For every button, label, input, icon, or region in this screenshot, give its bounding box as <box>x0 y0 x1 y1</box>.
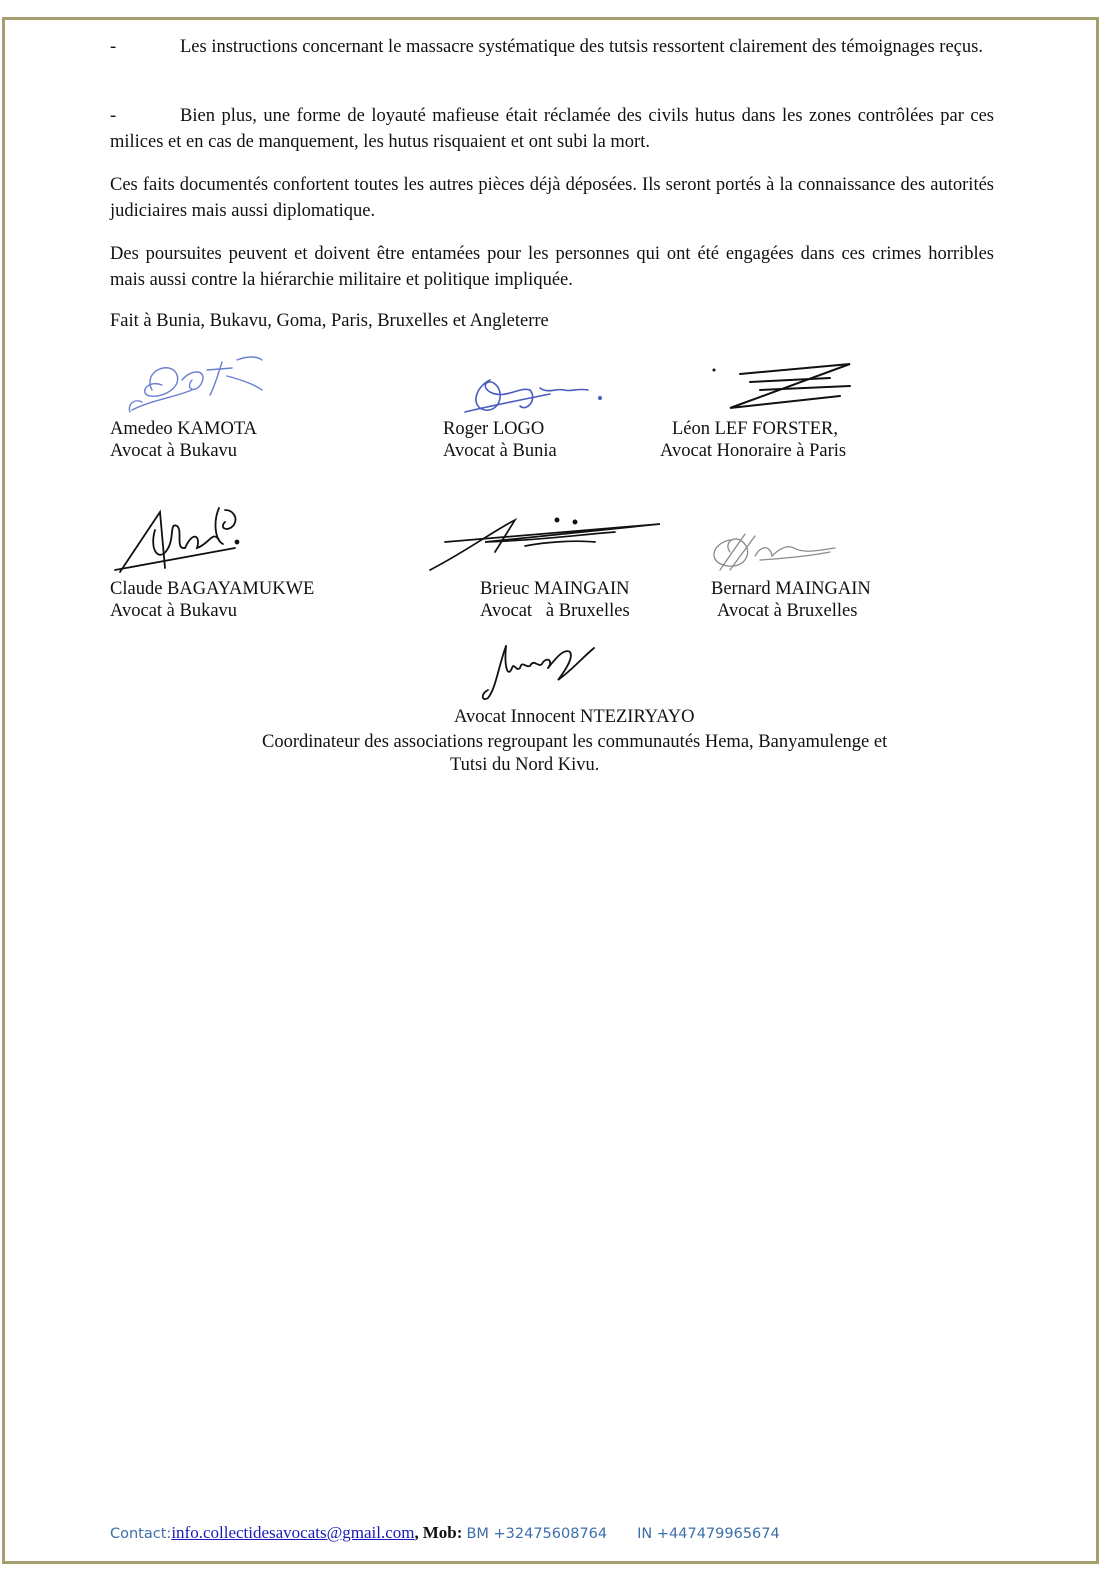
paragraph-text: Bien plus, une forme de loyauté mafieuse était réclamée des civils hutus dans les zones contrôlées par ces milices et en cas de manquement, les hutus risquaient et ont subi la mort. <box>110 106 994 152</box>
signature-forster <box>710 360 860 416</box>
bullet-dash: - <box>110 106 117 126</box>
coordinator-title-line2: Tutsi du Nord Kivu. <box>450 755 600 775</box>
signatory-role-kamota: Avocat à Bukavu <box>110 441 238 461</box>
signature-nteziryayo <box>478 638 598 704</box>
signatory-name-brieuc-maingain: Brieuc MAINGAIN <box>480 579 630 599</box>
coordinator-title-line1: Coordinateur des associations regroupant les communautés Hema, Banyamulenge et <box>262 732 888 752</box>
signatory-role-forster: Avocat Honoraire à Paris <box>660 441 847 461</box>
email-link[interactable]: info.collectidesavocats@gmail.com <box>171 1523 415 1542</box>
footer-separator: , <box>414 1523 419 1542</box>
bullet-dash: - <box>110 37 117 57</box>
signatory-role-bagayamukwe: Avocat à Bukavu <box>110 601 238 621</box>
signature-logo <box>460 372 610 418</box>
signature-bernard-maingain <box>700 530 840 574</box>
signatory-name-bernard-maingain: Bernard MAINGAIN <box>711 579 871 599</box>
signatory-role-bernard-maingain: Avocat à Bruxelles <box>717 601 858 621</box>
signatory-role-logo: Avocat à Bunia <box>443 441 557 461</box>
signatory-name-logo: Roger LOGO <box>443 419 545 439</box>
signature-brieuc-maingain <box>425 512 665 574</box>
phone-bm: BM +32475608764 <box>466 1526 608 1542</box>
signature-bagayamukwe <box>115 500 245 574</box>
paragraph-instructions <box>110 34 994 60</box>
contact-label: Contact: <box>110 1526 172 1542</box>
signatory-name-bagayamukwe: Claude BAGAYAMUKWE <box>110 579 315 599</box>
signature-kamota <box>122 350 282 420</box>
place-line: Fait à Bunia, Bukavu, Goma, Paris, Bruxelles et Angleterre <box>110 311 549 331</box>
mob-label: Mob: <box>422 1523 463 1542</box>
phone-in: IN +447479965674 <box>637 1526 780 1542</box>
signatory-role-brieuc-maingain: Avocat à Bruxelles <box>480 601 630 621</box>
signatory-name-forster: Léon LEF FORSTER, <box>672 419 838 439</box>
footer-contact <box>110 1522 780 1545</box>
paragraph-facts: Ces faits documentés confortent toutes les autres pièces déjà déposées. Ils seront portés à la connaissance des autorités judiciaires mais aussi diplomatique. <box>110 175 994 221</box>
signatory-name-kamota: Amedeo KAMOTA <box>110 419 258 439</box>
paragraph-loyalty <box>110 103 994 155</box>
paragraph-text: Les instructions concernant le massacre systématique des tutsis ressortent clairement des témoignages reçus. <box>180 37 983 57</box>
coordinator-name: Avocat Innocent NTEZIRYAYO <box>454 707 695 727</box>
paragraph-prosecutions: Des poursuites peuvent et doivent être entamées pour les personnes qui ont été engagées dans ces crimes horribles mais aussi contre la hiérarchie militaire et politique impliquée. <box>110 244 994 290</box>
